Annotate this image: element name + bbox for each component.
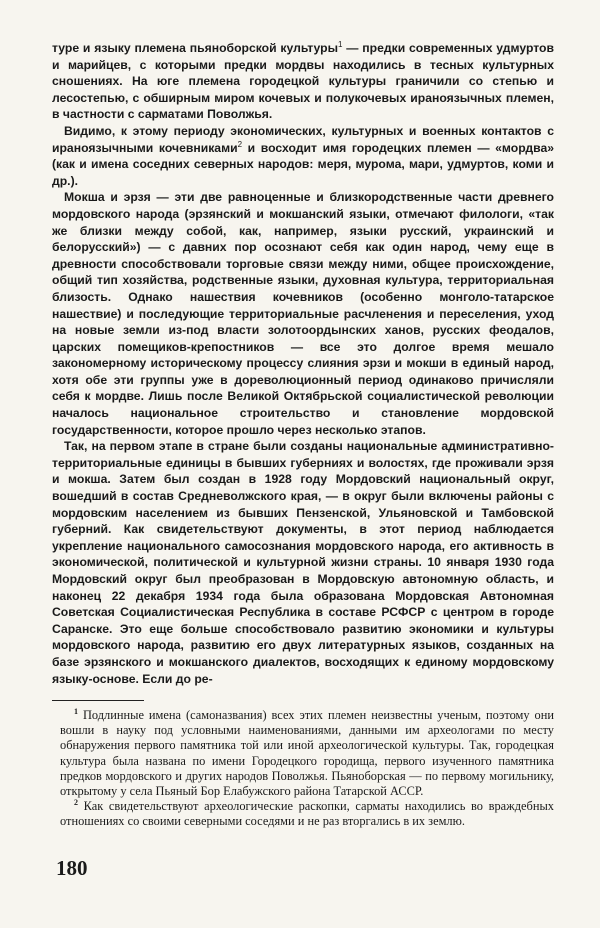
footnote-separator: [52, 700, 144, 701]
paragraph-2-start: Видимо, к этому периоду экономических, культурных и военных контактов с ираноязычными кочевниками: [52, 123, 554, 155]
footnote-1: [60, 708, 554, 799]
footnote-2-number: 2: [74, 798, 78, 808]
paragraph-1: [52, 40, 554, 123]
paragraph-1-rest: — предки современных удмуртов и марийцев, с которыми предки мордвы находились в тесных культурных сношениях. На юге племена городецкой культуры граничили со степью и лесостепью, с обширным миром кочевых и полукочевых ираноязычных племен, в частности с сарматами Поволжья.: [52, 41, 554, 122]
main-text: [52, 40, 554, 687]
page-number: 180: [56, 856, 88, 880]
paragraph-1-start: туре и языку племена пьяноборской культуры: [52, 41, 339, 55]
footnote-1-text: Подлинные имена (самоназвания) всех этих племен неизвестны ученым, поэтому они вошли в науку под условными наименованиями, данными им археологами по месту обнаружения первого памятника той или иной археологической культуры. Так, городецкая культура была названа по имени Городецкого городища, первого изученного памятника предков мордовского и других народов Поволжья. Пьяноборская — по первому могильнику, открытому у села Пьяный Бор Елабужского района Татарской АССР.: [60, 708, 554, 799]
paragraph-2-rest: и восходит имя городецких племен — «мордва» (как и имена соседних северных народов: меря, мурома, мари, удмуртов, коми и др.).: [52, 140, 554, 188]
paragraph-4: Так, на первом этапе в стране были созданы национальные административно-территориальные единицы в бывших губерниях и волостях, где проживали эрзя и мокша. Затем был создан в 1928 году Мордовский национальный округ, вошедший в состав Средневолжского края, — в округ были включены районы с мордовским населением из бывших Пензенской, Ульяновской и Тамбовской губерний. Как свидетельствуют документы, в этот период наблюдается укрепление национального самосознания мордовского народа, его активность в экономической, политической и культурной жизни страны. 10 января 1930 года Мордовский округ был преобразован в Мордовскую автономную область, и наконец 22 декабря 1934 года была образована Мордовская Автономная Советская Социалистическая Республика в составе РСФСР с центром в городе Саранске. Это еще больше способствовало развитию экономики и культуры мордовского народа, развитию его двух литературных языков, созданных на базе эрзянского и мокшанского диалектов, восходящих к единому мордовскому языку-основе. Если до ре-: [52, 439, 554, 686]
footnote-ref-2: 2: [237, 139, 243, 149]
footnote-2-text: Как свидетельствуют археологические раскопки, сарматы находились во враждебных отношениях со своими северными соседями и не раз вторгались в их землю.: [60, 799, 554, 829]
footnote-2: [60, 799, 554, 829]
footnotes: [60, 708, 554, 830]
paragraph-3: Мокша и эрзя — эти две равноценные и близкородственные части древнего мордовского народа (эрзянский и мокшанский языки, отмечают филологи, «так же близки между собой, как, например, языки русский, украинский и белорусский») — с давних пор осознают себя как один народ, чему еще в древности способствовали торговые связи между ними, общее происхождение, общий тип хозяйства, родственные языки, духовная культура, территориальная близость. Однако нашествия кочевников (особенно монголо-татарское нашествие) и последующие территориальные расчленения и переселения, уход на новые земли из-под власти золотоордынских ханов, русских феодалов, царских помещиков-крепостников — все это долгое время мешало закономерному историческому процессу слияния эрзи и мокши в единый народ, хотя обе эти группы уже в дореволюционный период одинаково причисляли себя к мордве. Лишь после Великой Октябрьской социалистической революции началось национальное строительство и становление мордовской государственности, которое прошло через несколько этапов.: [52, 190, 554, 437]
footnote-1-number: 1: [74, 706, 78, 716]
footnote-ref-1: 1: [338, 39, 343, 49]
paragraph-2: [52, 123, 554, 189]
